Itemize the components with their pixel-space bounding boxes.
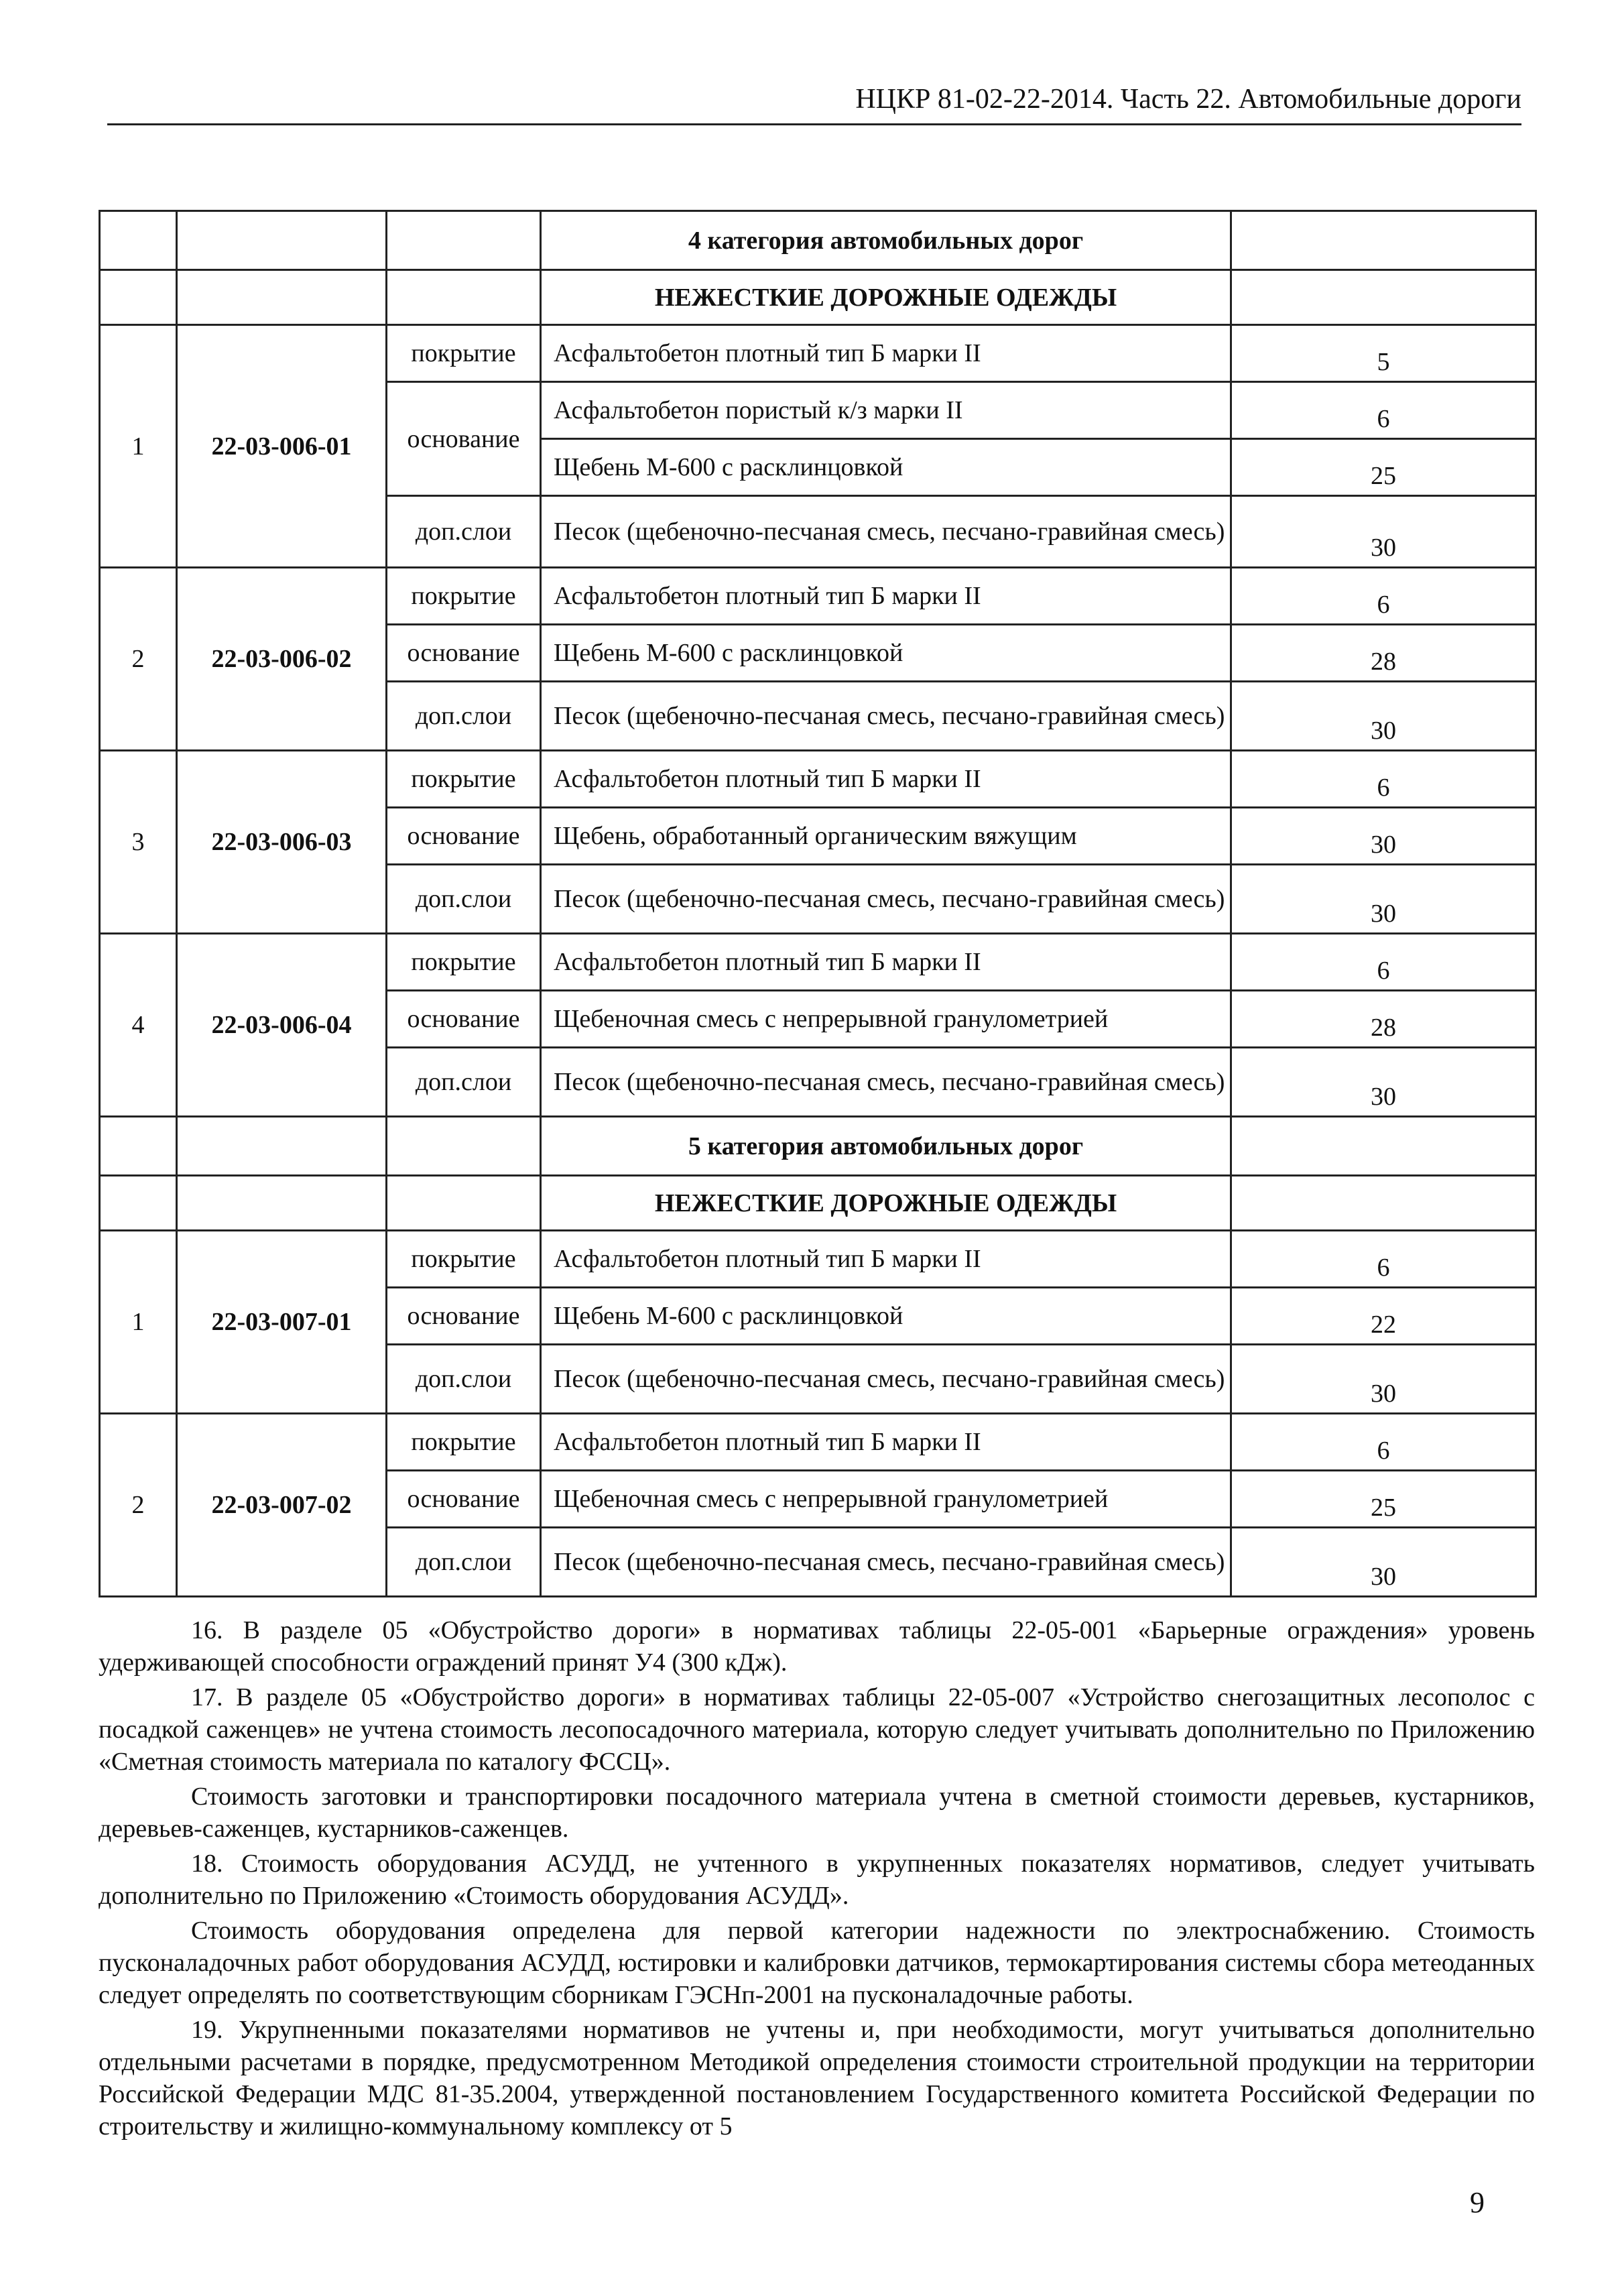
material-name: Песок (щебеночно-песчаная смесь, песчано-гравийная смесь) — [541, 865, 1231, 934]
layer-name: покрытие — [387, 934, 541, 991]
thickness-value: 6 — [1231, 934, 1536, 991]
layer-name: покрытие — [387, 1231, 541, 1288]
page-header — [107, 79, 1521, 125]
layer-name: покрытие — [387, 568, 541, 625]
material-name: Щебень М-600 с расклинцовкой — [541, 625, 1231, 682]
paragraph: 16. В разделе 05 «Обустройство дороги» в нормативах таблицы 22-05-001 «Барьерные ограждения» уровень удерживающей способности ограждений принят У4 (300 кДж). — [99, 1616, 1535, 1677]
header-title: НЦКР 81-02-22-2014. Часть 22. Автомобильные дороги — [855, 84, 1521, 115]
layer-name: доп.слои — [387, 496, 541, 568]
page-number: 9 — [1470, 2186, 1485, 2219]
category-row — [100, 211, 1536, 270]
layer-name: доп.слои — [387, 865, 541, 934]
thickness-value: 22 — [1231, 1288, 1536, 1345]
table-row — [100, 325, 1536, 382]
layer-name: доп.слои — [387, 1048, 541, 1117]
layer-name: доп.слои — [387, 1345, 541, 1414]
paragraph: Стоимость оборудования определена для первой категории надежности по электроснабжению. Стоимость пусконаладочных работ оборудования АСУДД, юстировки и калибровки датчиков, термокартирования системы сбора метеоданных следует определять по соответствующим сборникам ГЭСНп-2001 на пусконаладочные работы. — [99, 1917, 1535, 2009]
layer-name: покрытие — [387, 751, 541, 808]
norm-code: 22-03-006-03 — [177, 751, 387, 934]
thickness-value: 30 — [1231, 1345, 1536, 1414]
table-row — [100, 1414, 1536, 1471]
row-number: 3 — [100, 751, 177, 934]
row-number: 4 — [100, 934, 177, 1117]
table-row — [100, 934, 1536, 991]
material-name: Песок (щебеночно-песчаная смесь, песчано-гравийная смесь) — [541, 1345, 1231, 1414]
layer-name: основание — [387, 382, 541, 496]
table-row — [100, 568, 1536, 625]
thickness-value: 30 — [1231, 496, 1536, 568]
material-name: Щебень М-600 с расклинцовкой — [541, 439, 1231, 496]
subheading-row — [100, 1176, 1536, 1231]
material-name: Щебень М-600 с расклинцовкой — [541, 1288, 1231, 1345]
layer-name: основание — [387, 1471, 541, 1528]
layer-name: доп.слои — [387, 1528, 541, 1597]
thickness-value: 30 — [1231, 682, 1536, 751]
subheading-row — [100, 270, 1536, 325]
category-title: 4 категория автомобильных дорог — [541, 211, 1231, 270]
material-name: Асфальтобетон плотный тип Б марки II — [541, 934, 1231, 991]
thickness-value: 25 — [1231, 1471, 1536, 1528]
row-number: 2 — [100, 568, 177, 751]
table-row — [100, 751, 1536, 808]
norm-code: 22-03-006-02 — [177, 568, 387, 751]
layer-name: основание — [387, 1288, 541, 1345]
paragraph: 17. В разделе 05 «Обустройство дороги» в нормативах таблицы 22-05-007 «Устройство снегозащитных лесополос с посадкой саженцев» не учтена стоимость лесопосадочного материала, которую следует учитывать дополнительно по Приложению «Сметная стоимость материала по каталогу ФССЦ». — [99, 1683, 1535, 1776]
layer-name: основание — [387, 625, 541, 682]
material-name: Асфальтобетон плотный тип Б марки II — [541, 751, 1231, 808]
layer-name: доп.слои — [387, 682, 541, 751]
material-name: Щебеночная смесь с непрерывной гранулометрией — [541, 991, 1231, 1048]
category-row — [100, 1117, 1536, 1176]
category-title: 5 категория автомобильных дорог — [541, 1117, 1231, 1176]
material-name: Асфальтобетон плотный тип Б марки II — [541, 568, 1231, 625]
thickness-value: 6 — [1231, 568, 1536, 625]
layer-name: покрытие — [387, 1414, 541, 1471]
thickness-value: 30 — [1231, 808, 1536, 865]
row-number: 1 — [100, 325, 177, 568]
paragraph: 18. Стоимость оборудования АСУДД, не учтенного в укрупненных показателях нормативов, следует учитывать дополнительно по Приложению «Стоимость оборудования АСУДД». — [99, 1850, 1535, 1910]
subheading-title: НЕЖЕСТКИЕ ДОРОЖНЫЕ ОДЕЖДЫ — [541, 270, 1231, 325]
norm-code: 22-03-007-01 — [177, 1231, 387, 1414]
thickness-value: 25 — [1231, 439, 1536, 496]
material-name: Песок (щебеночно-песчаная смесь, песчано-гравийная смесь) — [541, 1048, 1231, 1117]
thickness-value: 30 — [1231, 1528, 1536, 1597]
thickness-value: 6 — [1231, 1231, 1536, 1288]
subheading-title: НЕЖЕСТКИЕ ДОРОЖНЫЕ ОДЕЖДЫ — [541, 1176, 1231, 1231]
material-name: Асфальтобетон плотный тип Б марки II — [541, 1231, 1231, 1288]
paragraph: Стоимость заготовки и транспортировки посадочного материала учтена в сметной стоимости деревьев, кустарников, деревьев-саженцев, кустарников-саженцев. — [99, 1783, 1535, 1843]
material-name: Щебеночная смесь с непрерывной гранулометрией — [541, 1471, 1231, 1528]
norm-code: 22-03-006-01 — [177, 325, 387, 568]
thickness-value: 6 — [1231, 382, 1536, 439]
row-number: 2 — [100, 1414, 177, 1597]
thickness-value: 28 — [1231, 991, 1536, 1048]
paragraph: 19. Укрупненными показателями нормативов не учтены и, при необходимости, могут учитываться дополнительно отдельными расчетами в порядке, предусмотренном Методикой определения стоимости строительной продукции на территории Российской Федерации МДС 81-35.2004, утвержденной постановлением Государственного комитета Российской Федерации по строительству и жилищно-коммунальному комплексу от 5 — [99, 2016, 1535, 2140]
thickness-value: 5 — [1231, 325, 1536, 382]
thickness-value: 28 — [1231, 625, 1536, 682]
material-name: Песок (щебеночно-песчаная смесь, песчано-гравийная смесь) — [541, 1528, 1231, 1597]
material-name: Песок (щебеночно-песчаная смесь, песчано-гравийная смесь) — [541, 496, 1231, 568]
material-name: Асфальтобетон пористый к/з марки II — [541, 382, 1231, 439]
layer-name: основание — [387, 808, 541, 865]
thickness-value: 6 — [1231, 1414, 1536, 1471]
row-number: 1 — [100, 1231, 177, 1414]
thickness-value: 30 — [1231, 1048, 1536, 1117]
thickness-value: 30 — [1231, 865, 1536, 934]
table-row — [100, 1231, 1536, 1288]
material-name: Асфальтобетон плотный тип Б марки II — [541, 325, 1231, 382]
layer-name: покрытие — [387, 325, 541, 382]
norm-code: 22-03-006-04 — [177, 934, 387, 1117]
thickness-value: 6 — [1231, 751, 1536, 808]
material-name: Асфальтобетон плотный тип Б марки II — [541, 1414, 1231, 1471]
layer-name: основание — [387, 991, 541, 1048]
norm-code: 22-03-007-02 — [177, 1414, 387, 1597]
material-name: Щебень, обработанный органическим вяжущим — [541, 808, 1231, 865]
material-name: Песок (щебеночно-песчаная смесь, песчано-гравийная смесь) — [541, 682, 1231, 751]
body-text — [99, 1614, 1535, 2145]
pavement-table — [99, 210, 1537, 1597]
